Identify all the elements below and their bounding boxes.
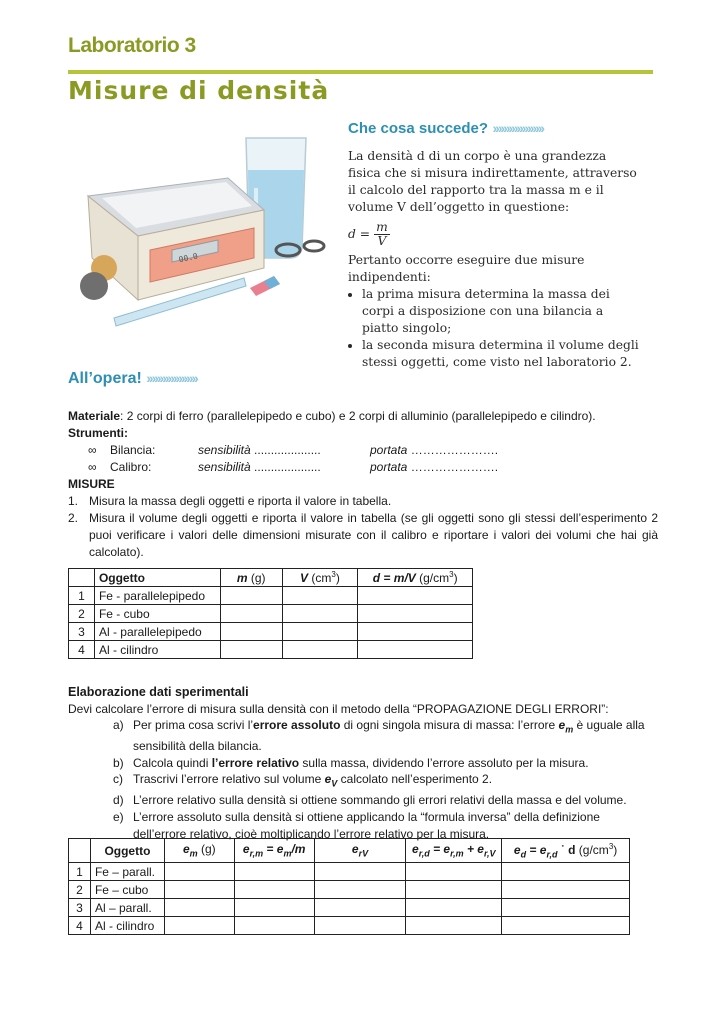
elab-item: d) L’errore relativo sulla densità si ottiene sommando gli errori relativi della massa e del volume.	[113, 793, 627, 808]
tool-range-blank[interactable]: ………………….	[407, 443, 499, 457]
elaboration-heading: Elaborazione dati sperimentali	[68, 685, 249, 699]
intro-heading	[348, 120, 543, 138]
intro-bullet-2: • la seconda misura determina il volume degli stessi oggetti, come visto nel laboratorio 2.	[362, 337, 640, 371]
density-cell[interactable]	[358, 623, 473, 641]
tool-sensitivity-blank[interactable]: ....................	[250, 443, 321, 457]
table-cell[interactable]	[406, 917, 502, 935]
materials-line	[68, 408, 658, 425]
tools-label-line: Strumenti:	[68, 426, 129, 440]
volume-cell[interactable]	[282, 587, 358, 605]
table-cell[interactable]	[164, 881, 234, 899]
lab-label: Laboratorio 3	[68, 34, 196, 57]
chevrons-icon: ›››››››››››››››››››	[146, 370, 197, 386]
header-volume: V $(cm^3)$	[282, 569, 358, 587]
formula-numerator: m	[376, 219, 388, 234]
infinity-bullet-icon: ∞	[88, 460, 97, 474]
table-cell[interactable]	[234, 881, 314, 899]
title-rule	[68, 70, 653, 74]
table-cell[interactable]	[406, 881, 502, 899]
tool-range-label: portata	[370, 460, 408, 474]
errors-table	[68, 838, 630, 935]
elab-item: b) Calcola quindi l’errore relativo sulla massa, dividendo l’errore assoluto per la misura.	[113, 755, 589, 770]
density-cell[interactable]	[358, 587, 473, 605]
tool-row-scale	[68, 442, 658, 459]
elaboration-intro: Devi calcolare l’errore di misura sulla densità con il metodo della “PROPAGAZIONE DEGLI ERRORI”:	[68, 701, 609, 716]
tool-row-caliper	[68, 459, 658, 476]
table-cell[interactable]	[314, 917, 406, 935]
materials-text: : 2 corpi di ferro (parallelepipedo e cubo) e 2 corpi di alluminio (parallelepipedo e cilindro).	[120, 409, 596, 423]
elab-item: e) L’errore assoluto sulla densità si ottiene applicando la “formula inversa” della definizione dell’errore relativo, cioè moltiplicando l’errore relativo per la misura.	[113, 809, 600, 841]
table-header-cell	[69, 569, 95, 587]
table-row: 1 Fe - parallelepipedo	[69, 587, 473, 605]
measurements-table	[68, 568, 473, 659]
table-cell[interactable]	[234, 917, 314, 935]
table-cell[interactable]	[234, 899, 314, 917]
density-cell[interactable]	[358, 605, 473, 623]
table-row: 3 Al - parallelepipedo	[69, 623, 473, 641]
header-rel-error-density: $e_{r,d} = e_{r,m} + e_{r,V}$	[406, 839, 502, 863]
tool-name: Bilancia:	[110, 443, 156, 457]
intro-text	[348, 148, 640, 371]
intro-bullet-1: • la prima misura determina la massa dei corpi a disposizione con una bilancia a piatto singolo;	[362, 286, 640, 337]
table-header-row	[69, 839, 630, 863]
mass-cell[interactable]	[220, 587, 282, 605]
volume-cell[interactable]	[282, 623, 358, 641]
header-mass: m (g)	[220, 569, 282, 587]
volume-cell[interactable]	[282, 605, 358, 623]
table-cell[interactable]	[164, 917, 234, 935]
formula-fraction	[374, 221, 390, 248]
intro-paragraph-1: La densità d di un corpo è una grandezza fisica che si misura indirettamente, attraverso il calcolo del rapporto tra la massa m e il volume V dell’oggetto in questione:	[348, 149, 637, 214]
table-cell[interactable]	[314, 881, 406, 899]
elaboration-section	[68, 684, 658, 842]
header-object: Oggetto	[94, 569, 220, 587]
tool-name: Calibro:	[110, 460, 152, 474]
page-title: Misure di densità	[68, 76, 330, 105]
tool-sensitivity-label: sensibilità	[198, 443, 251, 457]
table-row: 2 Fe - cubo	[69, 605, 473, 623]
formula-denominator: V	[377, 233, 387, 248]
tool-range-blank[interactable]: ………………….	[407, 460, 499, 474]
mass-cell[interactable]	[220, 641, 282, 659]
header-rel-error-volume: $e_{rV}$	[314, 839, 406, 863]
table-cell[interactable]	[406, 899, 502, 917]
table-header-row	[69, 569, 473, 587]
intro-heading-text: Che cosa succede?	[348, 120, 489, 137]
header-density: d = m/V $(g/cm^3)$	[358, 569, 473, 587]
materials-label: Materiale	[68, 409, 121, 423]
mass-cell[interactable]	[220, 605, 282, 623]
header-abs-error-density: $e_d = e_{r,d}$ ˙ d $(g/cm^3)$	[502, 839, 630, 863]
measures-steps	[68, 493, 658, 561]
table-cell[interactable]	[502, 899, 630, 917]
header-object: Oggetto	[90, 839, 164, 863]
opera-heading-text: All’opera!	[68, 370, 142, 387]
body-block	[68, 408, 658, 561]
balls-icon	[80, 255, 117, 300]
intro-paragraph-2: Pertanto occorre eseguire due misure indipendenti:	[348, 253, 585, 284]
tool-sensitivity-label: sensibilità	[198, 460, 251, 474]
table-row: 2 Fe – cubo	[69, 881, 630, 899]
measure-step: 2. Misura il volume degli oggetti e riporta il valore in tabella (se gli oggetti sono gli stessi dell’esperimento 2 puoi verificare i valori delle dimensioni misurate con il calibro e riportare i valori dei volumi che hai già calcolato).	[68, 511, 658, 559]
table-row: 4 Al - cilindro	[69, 641, 473, 659]
table-cell[interactable]	[502, 917, 630, 935]
density-formula	[348, 218, 640, 250]
measures-heading: MISURE	[68, 477, 115, 491]
chevrons-icon: ›››››››››››››››››››	[492, 120, 544, 136]
opera-heading	[68, 370, 197, 388]
mass-cell[interactable]	[220, 623, 282, 641]
table-row: 3 Al – parall.	[69, 899, 630, 917]
tool-range-label: portata	[370, 443, 408, 457]
table-cell[interactable]	[234, 863, 314, 881]
formula-lhs: d =	[348, 226, 371, 241]
table-cell[interactable]	[502, 881, 630, 899]
eraser-icon	[250, 276, 280, 296]
table-cell[interactable]	[406, 863, 502, 881]
table-cell[interactable]	[314, 863, 406, 881]
elab-item: c) Trascrivi l’errore relativo sul volume $e_V$ calcolato nell’esperimento 2.	[113, 772, 493, 789]
header-abs-error-mass: $e_m$ (g)	[164, 839, 234, 863]
elab-item: a) Per prima cosa scrivi l’errore assoluto di ogni singola misura di massa: l’errore $e_m$ è uguale alla sensibilità della bilancia.	[113, 718, 645, 754]
header-rel-error-mass: $e_{r,m} = e_m/m$	[234, 839, 314, 863]
tools-label: Strumenti	[68, 426, 125, 440]
volume-cell[interactable]	[282, 641, 358, 659]
table-cell[interactable]	[502, 863, 630, 881]
measure-step: 1. Misura la massa degli oggetti e riporta il valore in tabella.	[68, 494, 392, 508]
table-cell[interactable]	[164, 863, 234, 881]
density-cell[interactable]	[358, 641, 473, 659]
tool-sensitivity-blank[interactable]: ....................	[250, 460, 321, 474]
scale-illustration	[78, 118, 334, 340]
table-row: 4 Al - cilindro	[69, 917, 630, 935]
infinity-bullet-icon: ∞	[88, 443, 97, 457]
table-cell[interactable]	[314, 899, 406, 917]
table-row: 1 Fe – parall.	[69, 863, 630, 881]
scale-display: 00.0	[177, 251, 199, 265]
table-cell[interactable]	[164, 899, 234, 917]
